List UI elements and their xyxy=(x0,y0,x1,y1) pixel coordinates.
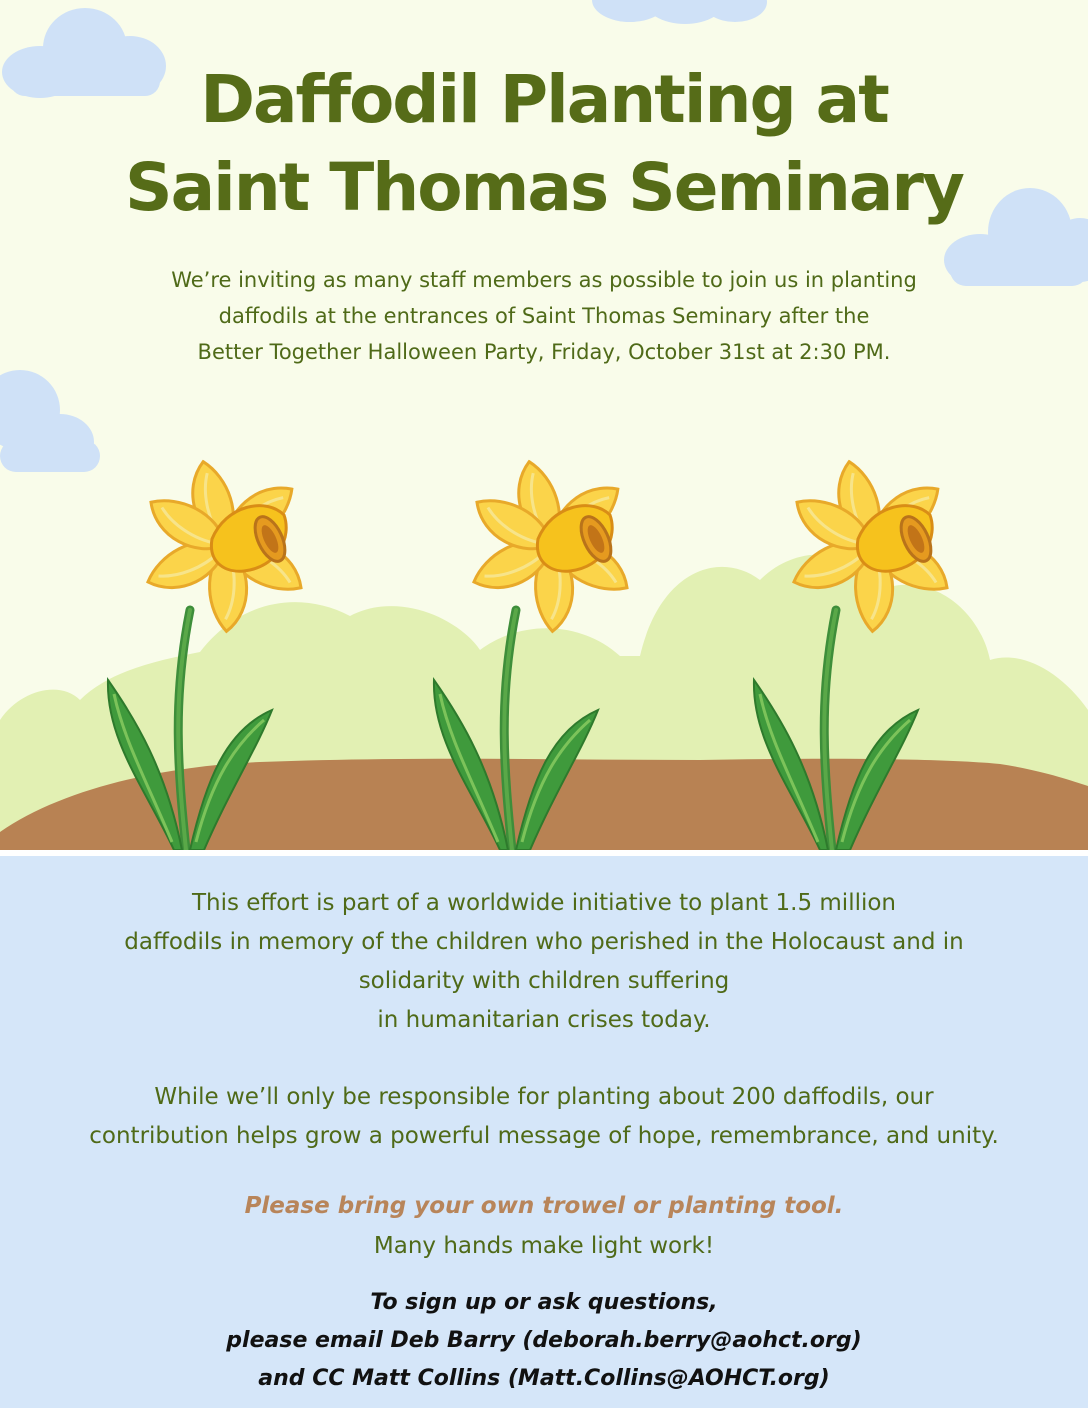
cloud-icon xyxy=(590,0,770,30)
intro-line-1: We’re inviting as many staff members as possible to join us in planting xyxy=(171,268,917,292)
many-hands-text: Many hands make light work! xyxy=(373,1233,715,1259)
title-line-1: Daffodil Planting at xyxy=(200,61,888,138)
intro-line-2: daffodils at the entrances of Saint Thomas Seminary after the xyxy=(218,304,870,328)
daffodil-illustration xyxy=(0,420,1088,852)
bottom-section xyxy=(0,856,1088,1408)
contact-line-1: To sign up or ask questions, xyxy=(370,1290,718,1315)
contact-line-2[interactable]: please email Deb Barry (deborah.berry@aohct.org) xyxy=(226,1328,862,1353)
contribution-line-1: While we’ll only be responsible for planting about 200 daffodils, our xyxy=(154,1084,934,1110)
contribution-line-2: contribution helps grow a powerful message of hope, remembrance, and unity. xyxy=(89,1123,999,1149)
contact-line-3[interactable]: and CC Matt Collins (Matt.Collins@AOHCT.org) xyxy=(258,1366,830,1391)
intro-line-3: Better Together Halloween Party, Friday, October 31st at 2:30 PM. xyxy=(197,340,891,364)
initiative-line-4: in humanitarian crises today. xyxy=(377,1007,711,1033)
initiative-line-2: daffodils in memory of the children who perished in the Holocaust and in xyxy=(124,929,964,955)
initiative-paragraph xyxy=(20,884,1068,1040)
title-line-2: Saint Thomas Seminary xyxy=(125,149,963,226)
page-title xyxy=(0,56,1088,232)
contribution-paragraph xyxy=(20,1078,1068,1156)
bring-tool-note: Please bring your own trowel or planting tool. xyxy=(244,1193,844,1219)
intro-text xyxy=(100,262,988,370)
initiative-line-1: This effort is part of a worldwide initiative to plant 1.5 million xyxy=(191,890,897,916)
initiative-line-3: solidarity with children suffering xyxy=(358,968,730,994)
contact-info xyxy=(0,1284,1088,1398)
